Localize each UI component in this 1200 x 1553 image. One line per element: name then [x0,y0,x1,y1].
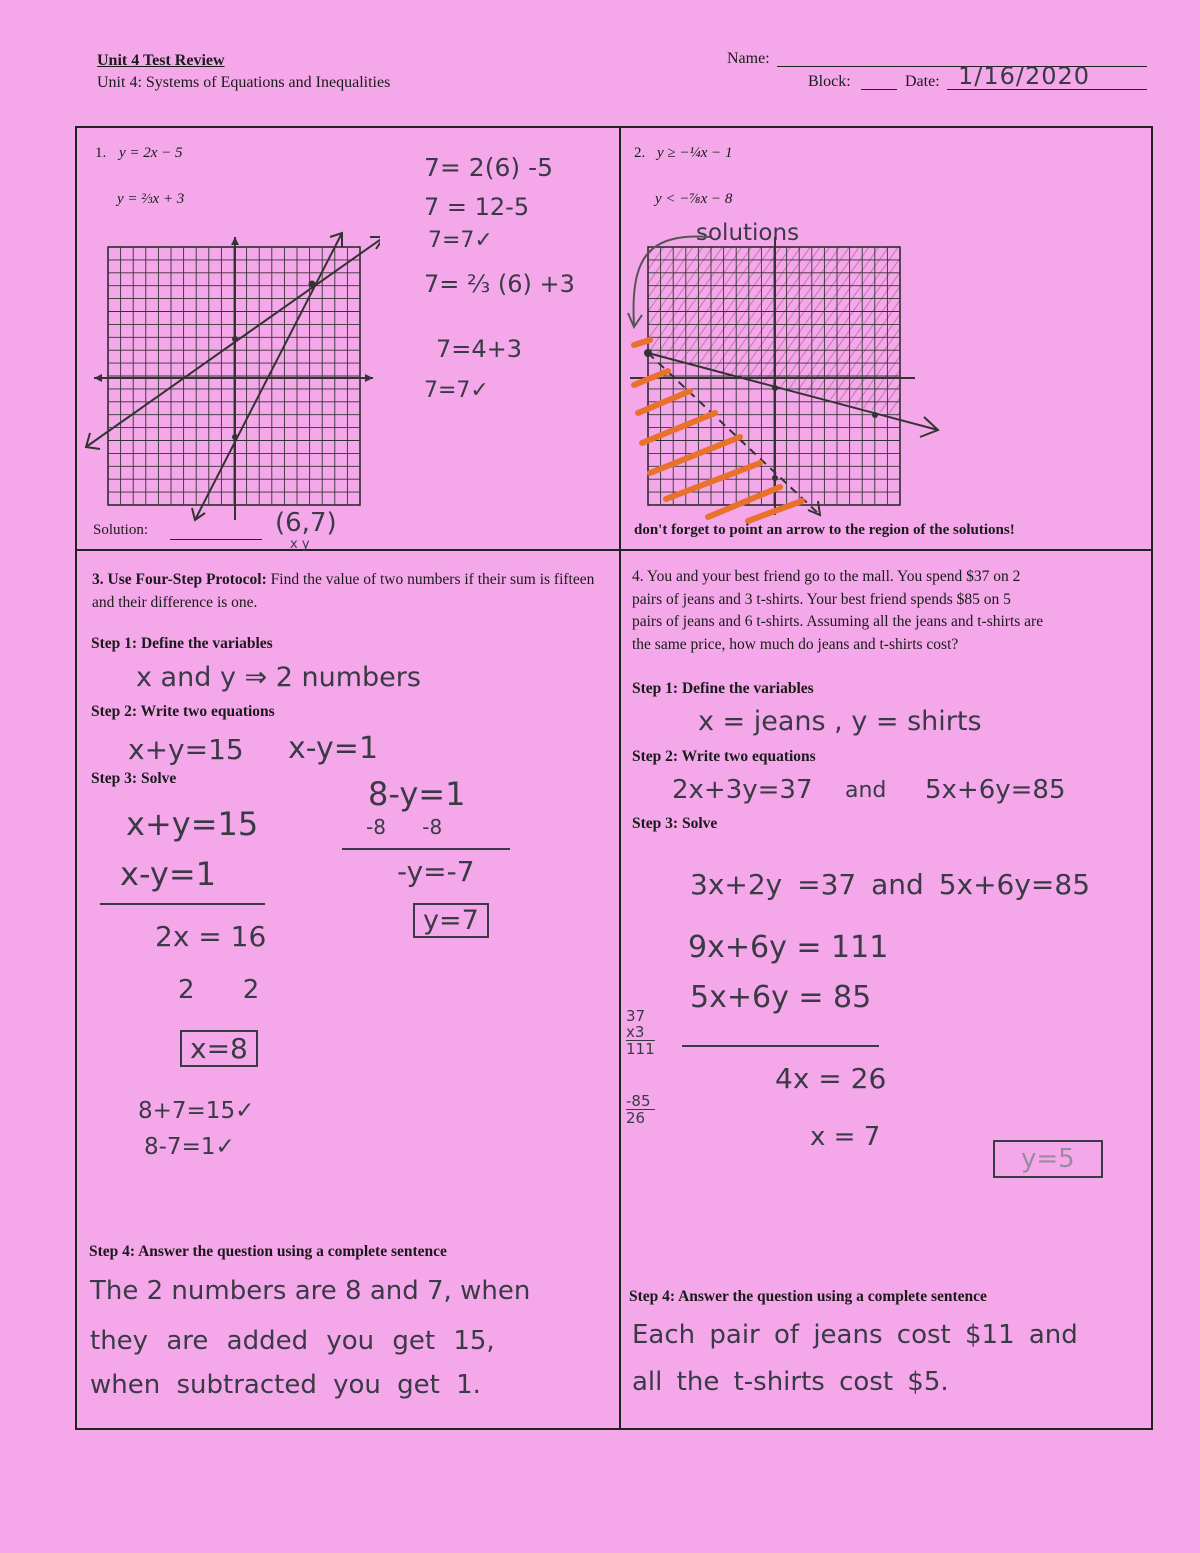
q2-inequality-graph [620,225,950,525]
q1-solution-label: Solution: [93,522,149,538]
q1-point [232,434,238,440]
q3-work-line: 2x = 16 [155,920,267,953]
q3-check-line: 8-7=1✓ [144,1134,235,1160]
q4-work-line: 3x+2y =37 and 5x+6y=85 [690,868,1091,901]
q3-step4-label: Step 4: Answer the question using a complete sentence [89,1243,447,1260]
q3-work-line: x+y=15 [126,805,259,843]
q3-prompt [92,568,602,614]
q2-point [772,475,778,481]
q4-work-line: x = 7 [810,1122,881,1152]
q4-side-work-line: 26 [626,1109,646,1127]
q1-solution-blank[interactable] [170,539,262,540]
q4-side-work-line: 37 [626,1007,646,1025]
q4-prompt-line: pairs of jeans and 6 t-shirts. Assuming all the jeans and t-shirts are [632,613,1044,630]
q4-work-rule [682,1045,879,1047]
q3-step1-label: Step 1: Define the variables [91,635,273,652]
q4-side-work-line: -85 [626,1093,655,1110]
name-label: Name: [727,50,770,67]
q2-inequality-2: y < −⅞x − 8 [655,191,733,207]
q1-work-line: 7=7✓ [424,378,489,403]
q4-step2-answer-a: 2x+3y=37 [672,775,813,805]
block-field[interactable] [861,89,897,90]
worksheet-title: Unit 4 Test Review [97,52,225,69]
q1-work-line: 7=4+3 [436,335,523,363]
q4-step2-answer-b: 5x+6y=85 [925,775,1066,805]
q1-line-1 [195,233,342,520]
q3-answer-line: they are added you get 15, [90,1326,495,1356]
q4-prompt-line: pairs of jeans and 3 t-shirts. Your best friend spends $85 on 5 [632,590,1011,608]
q2-point [772,385,778,391]
q2-vertex-point [644,349,652,357]
q3-step1-answer: x and y ⇒ 2 numbers [136,662,421,693]
q3-work-line: 2 2 [178,975,260,1005]
q1-work-line: 7= 2(6) -5 [424,153,553,182]
q3-y-answer-box: y=7 [413,903,489,938]
q1-x-axis-arrow-right [365,374,373,382]
q1-work-line: 7 = 12-5 [424,193,530,221]
grid-divider-horizontal [75,549,1153,551]
q4-side-work-line: x3 [626,1024,655,1041]
q4-work-line: 9x+6y = 111 [688,930,889,965]
q3-step2-label: Step 2: Write two equations [91,703,275,720]
q4-y-answer-box: y=5 [993,1140,1103,1178]
q3-work-rule [100,903,265,905]
block-label: Block: [808,73,851,90]
q4-side-work [626,1008,655,1126]
q1-solution-value: (6,7) [275,508,337,538]
q3-step2-answer-b: x-y=1 [288,731,379,766]
q4-step1-label: Step 1: Define the variables [632,680,814,697]
q4-side-work-line: 111 [626,1040,655,1058]
q3-work-line: -8 -8 [366,815,443,839]
q1-solution-sub: x y [290,537,310,552]
q3-x-answer-box: x=8 [180,1030,258,1067]
q4-prompt-line: the same price, how much do jeans and t-shirts cost? [632,635,959,653]
worksheet-subtitle: Unit 4: Systems of Equations and Inequalities [97,74,391,91]
q4-step1-answer: x = jeans , y = shirts [698,706,982,737]
q1-point [232,336,238,342]
q1-intersection-point [309,281,316,288]
q2-solutions-annotation: solutions [696,220,800,246]
q4-step2-label: Step 2: Write two equations [632,748,816,765]
q4-work-line: 4x = 26 [775,1062,887,1095]
q1-work-line: 7=7✓ [428,228,493,253]
q3-prompt-rest: Find the value of two numbers if their sum is fifteen and their difference is one. [92,571,595,611]
q2-number: 2. [634,145,646,161]
q3-answer-line: The 2 numbers are 8 and 7, when [90,1276,531,1306]
q1-coordinate-graph [80,225,380,535]
q1-equation-1: y = 2x − 5 [119,145,183,161]
q1-number: 1. [95,145,107,161]
q1-x-axis-arrow-left [94,374,102,382]
date-value: 1/16/2020 [958,62,1091,90]
q3-work-line: 8-y=1 [368,775,466,813]
q4-work-line: 5x+6y = 85 [690,980,872,1015]
q4-prompt [632,566,1147,656]
q4-answer-line: Each pair of jeans cost $11 and [632,1320,1078,1350]
q3-work-line: x-y=1 [120,855,217,893]
q1-work-line: 7= ⅔ (6) +3 [424,270,575,298]
q4-prompt-line: 4. You and your best friend go to the mall. You spend $37 on 2 [632,568,1021,585]
date-label: Date: [905,73,940,90]
q2-point [872,412,878,418]
q4-step3-label: Step 3: Solve [632,815,718,832]
q3-step3-label: Step 3: Solve [91,770,177,787]
q3-answer-line: when subtracted you get 1. [90,1370,481,1400]
q3-work-rule [342,848,510,850]
q3-work-line: -y=-7 [397,855,475,888]
q4-step2-answer-and: and [845,778,887,803]
q1-equation-2: y = ⅔x + 3 [117,191,185,207]
q1-line-2 [86,237,380,447]
q1-y-axis-arrow-up [231,237,239,245]
q2-inequality-1: y ≥ −¼x − 1 [657,145,733,161]
q2-note: don't forget to point an arrow to the region of the solutions! [634,522,1015,538]
q4-answer-line: all the t-shirts cost $5. [632,1367,949,1397]
q3-prompt-lead: 3. Use Four-Step Protocol: [92,571,267,588]
q4-step4-label: Step 4: Answer the question using a complete sentence [629,1288,987,1305]
q3-step2-answer-a: x+y=15 [128,733,244,766]
q3-check-line: 8+7=15✓ [138,1098,255,1124]
q2-solutions-arrow-head [628,313,642,327]
